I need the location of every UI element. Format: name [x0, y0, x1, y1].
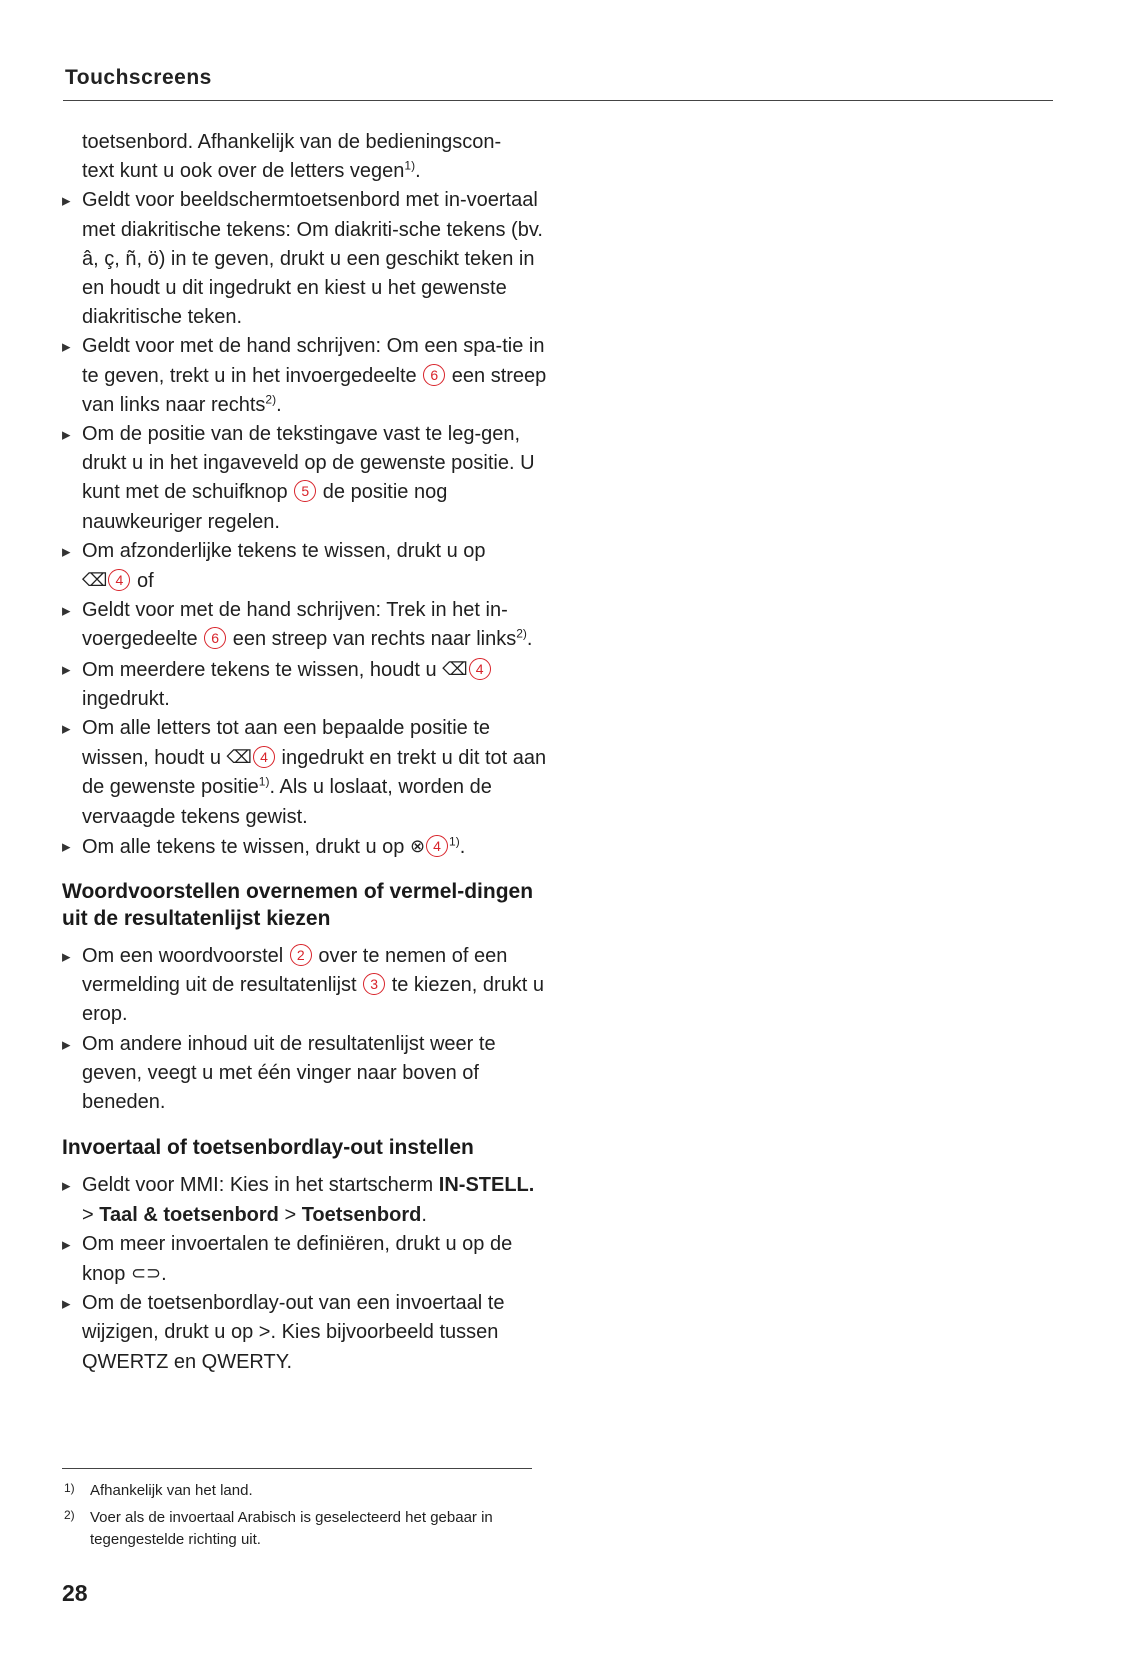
list-item: ▸ Om de positie van de tekstingave vast te leg-gen, drukt u in het ingaveveld op de gewenste positie. U kunt met de schuifknop 5 de positie nog nauwkeuriger regelen.: [62, 420, 547, 537]
callout-2: 2: [290, 944, 312, 966]
clear-all-icon: ⊗: [409, 835, 426, 856]
list-item: ▸ Om de toetsenbordlay-out van een invoertaal te wijzigen, drukt u op >. Kies bijvoorbeeld tussen QWERTZ en QWERTY.: [62, 1289, 547, 1377]
chevron-right-icon: >: [258, 1321, 271, 1344]
callout-4: 4: [253, 746, 275, 768]
toggle-icon: ⊂⊃: [130, 1262, 162, 1283]
intro-paragraph: toetsenbord. Afhankelijk van de bedieningscon- text kunt u ook over de letters vegen$^{1)}$.: [82, 131, 502, 183]
list-item: ▸ Om afzonderlijke tekens te wissen, drukt u op ⌫ 4 of: [62, 537, 547, 596]
section-heading-input-language: Invoertaal of toetsenbordlay-out instellen: [62, 1136, 474, 1160]
menu-path-keyboard: Toetsenbord: [301, 1203, 422, 1226]
instruction-list: [62, 942, 547, 1117]
list-item: ▸ Geldt voor met de hand schrijven: Trek in het in-voergedeelte 6 een streep van rechts naar links$^{2)}$.: [62, 596, 547, 654]
footnote-ref: 2): [265, 392, 277, 407]
main-column: [62, 128, 547, 1377]
list-item: ▸ Om alle letters tot aan een bepaalde positie te wissen, houdt u ⌫ 4 ingedrukt en trekt u dit tot aan de gewenste positie$^{1)}$. Als u loslaat, worden de vervaagde tekens gewist.: [62, 714, 547, 832]
callout-4: 4: [469, 658, 491, 680]
instruction-list: [62, 1171, 547, 1376]
instruction-list: [62, 186, 547, 862]
footnote: 1) Afhankelijk van het land.: [64, 1481, 253, 1499]
page-number: 28: [62, 1580, 88, 1606]
footnote-ref: 1): [404, 158, 416, 173]
callout-4: 4: [108, 569, 130, 591]
running-header: Touchscreens: [65, 66, 212, 89]
list-item: ▸ Om alle tekens te wissen, drukt u op ⊗ 4 $^{1)}$.: [62, 832, 547, 862]
list-item: ▸ Geldt voor beeldschermtoetsenbord met in-voertaal met diakritische tekens: Om diakriti-sche tekens (bv. â, ç, ñ, ö) in te geven, drukt u een geschikt teken in en houdt u dit ingedrukt en kiest u het gewenste diakritische teken.: [62, 186, 547, 332]
callout-4: 4: [426, 835, 448, 857]
backspace-icon: ⌫: [82, 570, 108, 591]
list-item: ▸ Geldt voor MMI: Kies in het startscherm IN-STELL. > Taal & toetsenbord > Toetsenbord.: [62, 1171, 547, 1229]
callout-3: 3: [363, 973, 385, 995]
menu-path-language-keyboard: Taal & toetsenbord: [99, 1203, 279, 1226]
list-item: ▸ Om andere inhoud uit de resultatenlijst weer te geven, veegt u met één vinger naar boven of beneden.: [62, 1030, 547, 1118]
footnote-ref: 2): [516, 626, 527, 641]
footnote-ref: 1): [258, 774, 270, 789]
footnotes: [62, 1480, 542, 1556]
list-item: ▸ Om meerdere tekens te wissen, houdt u ⌫ 4 ingedrukt.: [62, 655, 547, 714]
backspace-icon: ⌫: [442, 658, 468, 679]
footnote: 2) Voer als de invoertaal Arabisch is geselecteerd het gebaar in tegengestelde richting uit.: [64, 1508, 493, 1548]
callout-5: 5: [294, 480, 316, 502]
callout-6: 6: [423, 364, 445, 386]
menu-path-settings: IN-STELL.: [438, 1174, 535, 1197]
list-item: ▸ Om meer invoertalen te definiëren, drukt u op de knop ⊂⊃.: [62, 1230, 547, 1289]
callout-6: 6: [204, 627, 226, 649]
footnote-ref: 1): [449, 834, 460, 849]
list-item: ▸ Geldt voor met de hand schrijven: Om een spa-tie in te geven, trekt u in het invoergedeelte 6 een streep van links naar rechts$^{2)}$.: [62, 332, 547, 420]
footnote-divider: [62, 1468, 532, 1469]
list-item: ▸ Om een woordvoorstel 2 over te nemen of een vermelding uit de resultatenlijst 3 te kiezen, drukt u erop.: [62, 942, 547, 1030]
backspace-icon: ⌫: [226, 747, 252, 768]
header-divider: [63, 100, 1053, 101]
section-heading-word-suggestions: Woordvoorstellen overnemen of vermel-dingen uit de resultatenlijst kiezen: [62, 880, 534, 931]
